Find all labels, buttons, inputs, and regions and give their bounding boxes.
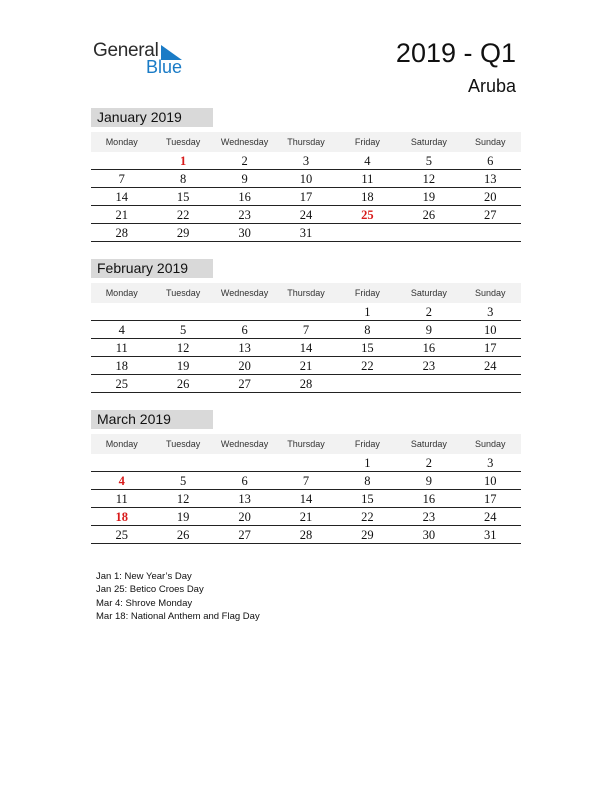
day-cell: 24 [299,208,313,222]
day-cell: 10 [484,323,497,337]
day-cell: 26 [422,208,436,222]
day-cell: 26 [176,377,190,391]
day-cell: 18 [361,190,374,204]
day-cell: 2 [425,456,432,470]
day-cell: 13 [238,492,251,506]
day-cell: 21 [115,208,128,222]
day-cell: 25 [115,528,128,542]
day-cell: 6 [487,154,494,168]
day-cell: 14 [299,341,313,355]
month-title: January 2019 [91,108,213,127]
week-grid [91,454,521,544]
day-cell: 7 [302,474,310,488]
weekday-label: Saturday [410,439,447,449]
holiday-note: Mar 4: Shrove Monday [96,597,193,609]
weekday-label: Friday [354,439,380,449]
day-cell: 30 [238,226,251,240]
day-cell: 22 [361,510,374,524]
day-cell: 20 [484,190,497,204]
day-cell: 1 [364,305,371,319]
day-cell: 5 [180,323,187,337]
day-cell: 7 [302,323,310,337]
day-cell: 4 [118,323,125,337]
weekday-label: Wednesday [220,288,269,298]
day-cell: 31 [484,528,497,542]
weekday-header [91,434,521,454]
logo [93,40,193,80]
day-cell: 13 [484,172,497,186]
day-cell: 7 [118,172,125,186]
month-title: February 2019 [91,259,213,278]
day-cell: 17 [484,492,497,506]
weekday-label: Sunday [475,439,506,449]
day-cell: 12 [176,341,190,355]
day-cell: 15 [361,341,374,355]
holiday-note: Mar 18: National Anthem and Flag Day [96,610,260,622]
day-cell: 19 [176,510,190,524]
week-row [91,170,521,188]
logo-blue-text: Blue [146,57,183,77]
holiday-day-cell: 4 [118,474,125,488]
weekday-label: Wednesday [220,137,269,147]
day-cell: 11 [361,172,374,186]
day-cell: 19 [176,359,190,373]
day-cell: 11 [115,492,128,506]
day-cell: 17 [484,341,497,355]
weekday-header [91,283,521,303]
week-row [91,508,521,526]
week-grid [91,152,521,242]
day-cell: 16 [238,190,251,204]
day-cell: 24 [484,510,497,524]
day-cell: 28 [299,528,313,542]
day-cell: 28 [299,377,313,391]
day-cell: 2 [241,154,248,168]
day-cell: 27 [484,208,497,222]
weekday-label: Thursday [287,288,325,298]
day-cell: 6 [241,474,248,488]
day-cell: 21 [299,510,313,524]
day-cell: 15 [361,492,374,506]
day-cell: 10 [484,474,497,488]
day-cell: 26 [176,528,190,542]
holiday-notes [96,570,260,623]
day-cell: 27 [238,528,251,542]
day-cell: 29 [361,528,374,542]
day-cell: 30 [422,528,436,542]
day-cell: 16 [422,492,436,506]
weekday-label: Sunday [475,137,506,147]
day-cell: 28 [115,226,128,240]
weekday-header [91,132,521,152]
week-row [91,526,521,544]
holiday-note: Jan 1: New Year’s Day [96,571,192,582]
weekday-label: Thursday [287,439,325,449]
day-cell: 3 [487,456,494,470]
week-row [91,490,521,508]
day-cell: 19 [422,190,436,204]
weekday-label: Tuesday [166,137,201,147]
day-cell: 9 [425,323,432,337]
week-row [91,454,521,472]
day-cell: 3 [487,305,494,319]
week-row [91,339,521,357]
weekday-label: Tuesday [166,288,201,298]
day-cell: 27 [238,377,251,391]
day-cell: 22 [361,359,374,373]
weekday-label: Wednesday [220,439,269,449]
week-grid [91,303,521,393]
week-row [91,206,521,224]
day-cell: 11 [115,341,128,355]
holiday-day-cell: 1 [180,154,187,168]
day-cell: 14 [115,190,128,204]
holiday-note: Jan 25: Betico Croes Day [96,584,204,596]
weekday-label: Monday [105,439,138,449]
day-cell: 8 [364,474,371,488]
page-title: 2019 - Q1 [395,38,516,68]
day-cell: 1 [364,456,371,470]
holiday-day-cell: 25 [361,208,374,222]
day-cell: 14 [299,492,313,506]
weekday-label: Friday [354,288,380,298]
week-row [91,321,521,339]
day-cell: 23 [422,510,436,524]
weekday-label: Monday [105,288,138,298]
day-cell: 23 [422,359,436,373]
week-row [91,375,521,393]
week-row [91,472,521,490]
holiday-day-cell: 18 [115,510,128,524]
weekday-label: Saturday [410,288,447,298]
week-row [91,303,521,321]
day-cell: 4 [364,154,371,168]
day-cell: 21 [299,359,313,373]
day-cell: 24 [484,359,497,373]
day-cell: 8 [180,172,187,186]
day-cell: 18 [115,359,128,373]
day-cell: 3 [302,154,310,168]
day-cell: 16 [422,341,436,355]
weekday-label: Sunday [475,288,506,298]
day-cell: 9 [425,474,432,488]
weekday-label: Tuesday [166,439,201,449]
logo-general-text: General [93,40,159,61]
day-cell: 25 [115,377,128,391]
weekday-label: Monday [105,137,138,147]
day-cell: 31 [299,226,313,240]
weekday-label: Friday [354,137,380,147]
week-row [91,152,521,170]
country-name: Aruba [467,76,516,96]
day-cell: 23 [238,208,251,222]
week-row [91,357,521,375]
day-cell: 2 [425,305,432,319]
day-cell: 20 [238,359,251,373]
day-cell: 13 [238,341,251,355]
month-january [91,108,521,242]
day-cell: 29 [176,226,190,240]
day-cell: 10 [299,172,313,186]
week-row [91,224,521,242]
month-february [91,259,521,393]
day-cell: 22 [176,208,190,222]
month-march [91,410,521,544]
day-cell: 9 [241,172,248,186]
day-cell: 6 [241,323,248,337]
day-cell: 5 [180,474,187,488]
day-cell: 8 [364,323,371,337]
week-row [91,188,521,206]
day-cell: 12 [176,492,190,506]
weekday-label: Thursday [287,137,325,147]
day-cell: 17 [299,190,313,204]
day-cell: 15 [176,190,190,204]
day-cell: 5 [425,154,432,168]
month-title: March 2019 [91,410,213,429]
weekday-label: Saturday [410,137,447,147]
day-cell: 12 [422,172,436,186]
day-cell: 20 [238,510,251,524]
